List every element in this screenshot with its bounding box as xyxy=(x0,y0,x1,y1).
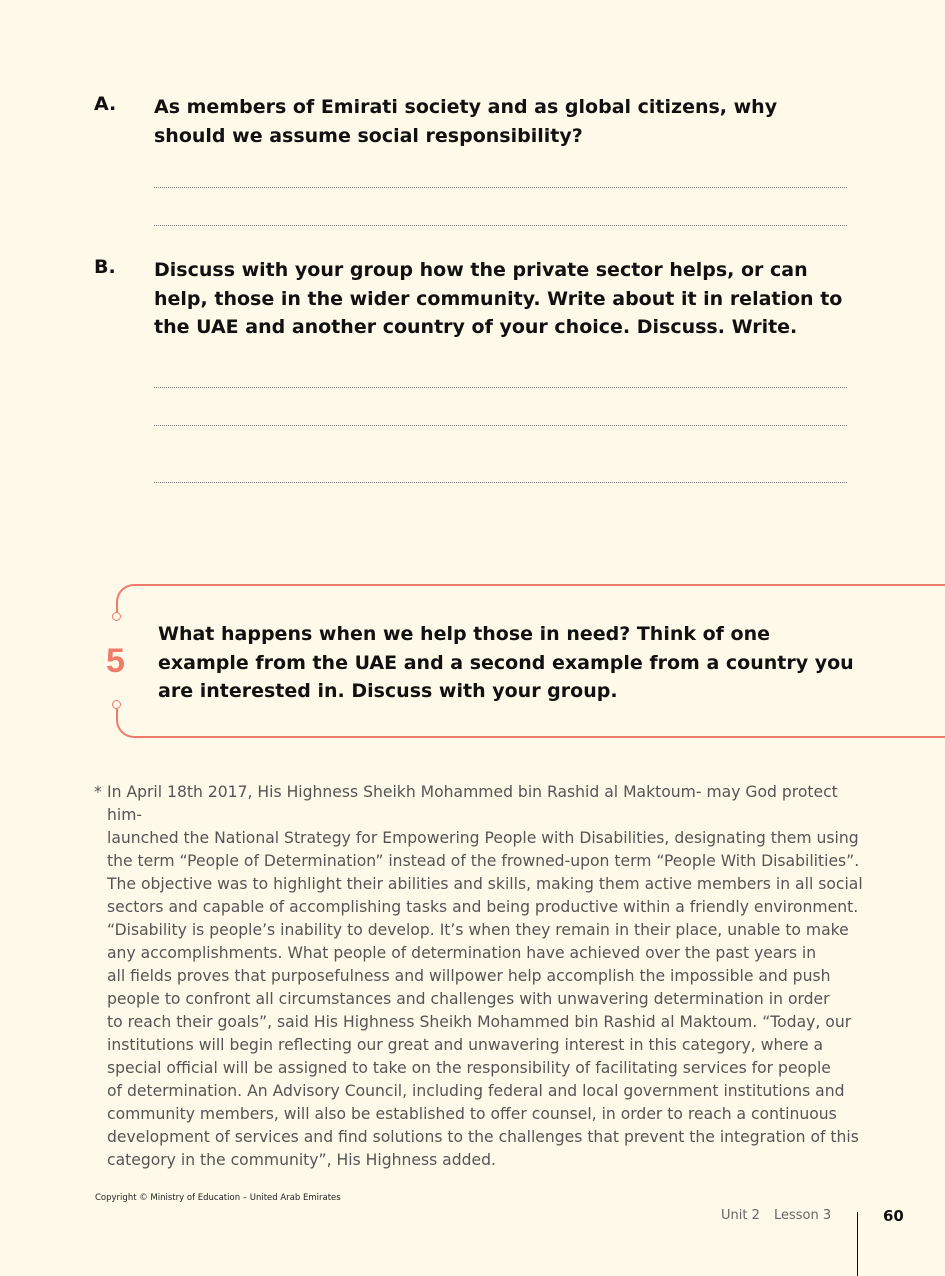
page-number: 60 xyxy=(883,1207,904,1225)
footnote-marker: * xyxy=(94,783,102,801)
footnote-line: of determination. An Advisory Council, including federal and local government institutions and xyxy=(107,1082,845,1100)
footnote-line: The objective was to highlight their abilities and skills, making them active members in all social xyxy=(107,875,863,893)
footnote-line: launched the National Strategy for Empowering People with Disabilities, designating them using xyxy=(107,829,859,847)
answer-line[interactable] xyxy=(154,425,847,426)
answer-line[interactable] xyxy=(154,225,847,226)
footnote-line: people to confront all circumstances and challenges with unwavering determination in order xyxy=(107,990,830,1008)
footnote-body xyxy=(107,781,864,1172)
connector-dot-icon xyxy=(112,700,121,709)
footnote-line: the term “People of Determination” instead of the frowned-upon term “People With Disabilities”. xyxy=(107,852,860,870)
footnote-line: category in the community”, His Highness added. xyxy=(107,1151,496,1169)
footnote-line: sectors and capable of accomplishing tasks and being productive within a friendly environment. xyxy=(107,898,859,916)
question-letter: B. xyxy=(94,256,116,278)
question-text: Discuss with your group how the private sector helps, or can help, those in the wider community. Write about it in relation to the UAE and another country of your choice. Discuss. Write. xyxy=(154,259,843,338)
footer-divider xyxy=(857,1212,858,1276)
footnote-line: all fields proves that purposefulness and willpower help accomplish the impossible and push xyxy=(107,967,831,985)
question-letter: A. xyxy=(94,93,117,115)
activity-number: 5 xyxy=(106,642,125,680)
footnote-line: development of services and find solutions to the challenges that prevent the integration of this xyxy=(107,1128,859,1146)
footnote xyxy=(94,781,864,1172)
answer-line[interactable] xyxy=(154,387,847,388)
connector-dot-icon xyxy=(112,612,121,621)
footnote-line: community members, will also be established to offer counsel, in order to reach a continuous xyxy=(107,1105,837,1123)
footnote-line: In April 18th 2017, His Highness Sheikh Mohammed bin Rashid al Maktoum- may God protect him- xyxy=(107,783,838,824)
question-text: As members of Emirati society and as global citizens, why should we assume social responsibility? xyxy=(154,96,778,147)
footnote-line: special official will be assigned to take on the responsibility of facilitating services for people xyxy=(107,1059,831,1077)
footnote-line: any accomplishments. What people of determination have achieved over the past years in xyxy=(107,944,817,962)
activity-text: What happens when we help those in need? Think of one example from the UAE and a second example from a country you are interested in. Discuss with your group. xyxy=(158,623,854,702)
unit-label: Unit 2 xyxy=(721,1208,760,1223)
copyright: Copyright © Ministry of Education – United Arab Emirates xyxy=(95,1193,341,1203)
footnote-line: to reach their goals”, said His Highness Sheikh Mohammed bin Rashid al Maktoum. “Today, our xyxy=(107,1013,852,1031)
footnote-line: institutions will begin reflecting our great and unwavering interest in this category, where a xyxy=(107,1036,824,1054)
answer-line[interactable] xyxy=(154,482,847,483)
answer-line[interactable] xyxy=(154,187,847,188)
lesson-label: Lesson 3 xyxy=(774,1208,832,1223)
footnote-line: “Disability is people’s inability to develop. It’s when they remain in their place, unable to make xyxy=(107,921,849,939)
